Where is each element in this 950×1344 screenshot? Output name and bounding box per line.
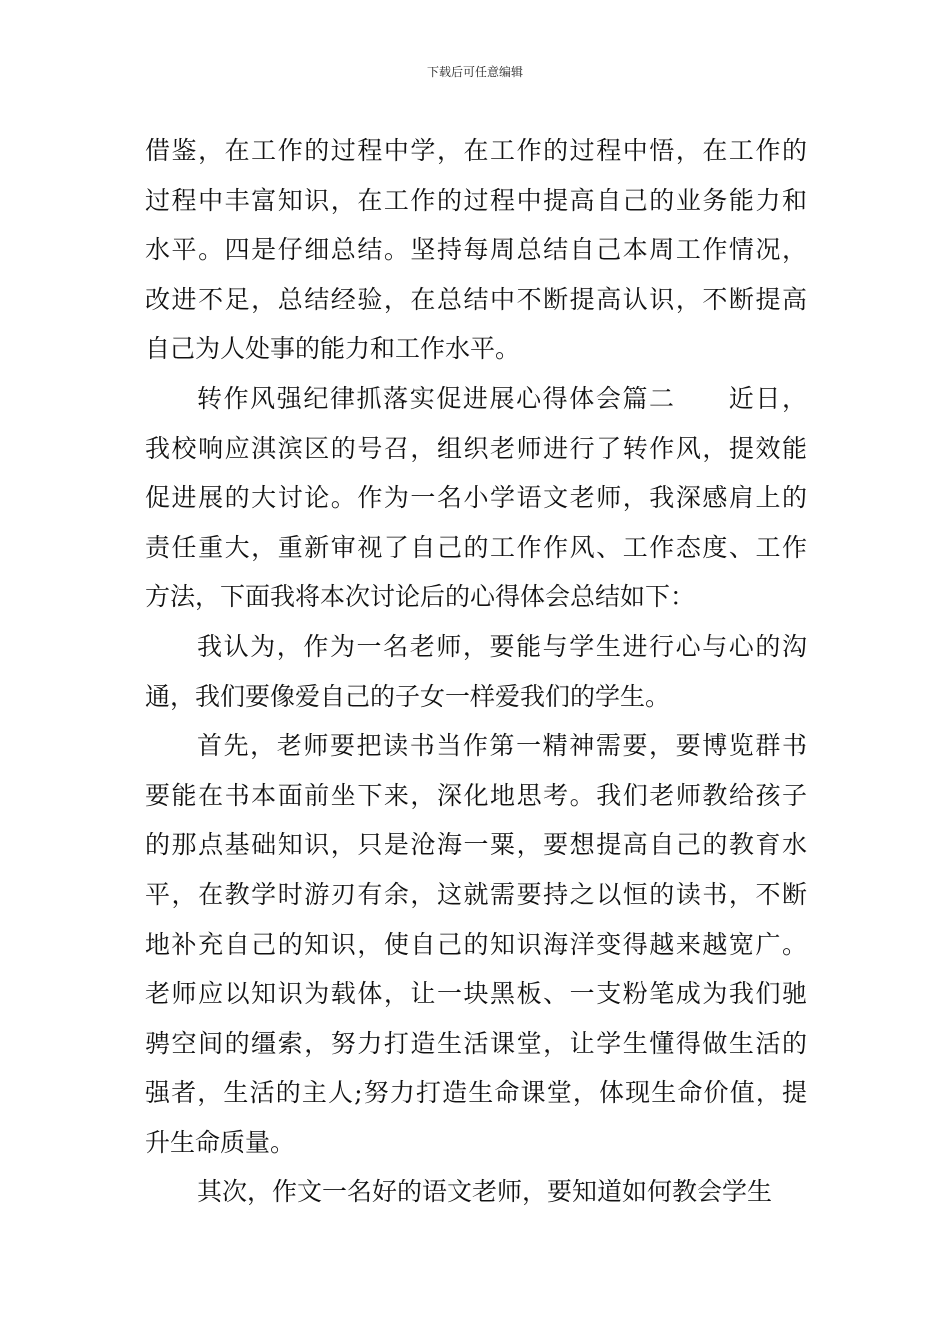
text-line: 转作风强纪律抓落实促进展心得体会篇二 近日， [197,383,807,413]
text-line: 方法，下面我将本次讨论后的心得体会总结如下： [145,582,696,612]
document-body [145,126,807,1217]
text-line: 促进展的大讨论。作为一名小学语文老师，我深感肩上的 [145,483,807,513]
text-line: 的那点基础知识，只是沧海一粟，要想提高自己的教育水 [145,830,807,860]
text-line: 我校响应淇滨区的号召，组织老师进行了转作风，提效能 [145,433,807,463]
paragraph [145,721,807,1167]
page-header: 下载后可任意编辑 [426,65,523,79]
text-line: 借鉴，在工作的过程中学，在工作的过程中悟，在工作的 [145,136,807,165]
paragraph [145,374,807,622]
text-line: 骋空间的缰索，努力打造生活课堂，让学生懂得做生活的 [145,1028,807,1058]
text-line: 升生命质量。 [145,1127,296,1157]
text-line: 平，在教学时游刃有余，这就需要持之以恒的读书，不断 [145,879,807,909]
paragraph [145,622,807,721]
text-line: 其次，作文一名好的语文老师，要知道如何教会学生 [197,1177,773,1207]
text-line: 自己为人处事的能力和工作水平。 [145,334,521,364]
paragraph [145,126,807,374]
text-line: 改进不足，总结经验，在总结中不断提高认识，不断提高 [145,284,807,314]
text-line: 责任重大，重新审视了自己的工作作风、工作态度、工作 [145,532,807,562]
text-line: 要能在书本面前坐下来，深化地思考。我们老师教给孩子 [145,780,807,810]
text-line: 首先，老师要把读书当作第一精神需要，要博览群书 [197,731,807,761]
text-line: 强者，生活的主人;努力打造生命课堂，体现生命价值，提 [145,1078,807,1108]
text-line: 地补充自己的知识，使自己的知识海洋变得越来越宽广。 [145,929,807,959]
text-line: 过程中丰富知识，在工作的过程中提高自己的业务能力和 [145,185,807,215]
text-line: 通，我们要像爱自己的子女一样爱我们的学生。 [145,681,671,711]
text-line: 水平。四是仔细总结。坚持每周总结自己本周工作情况， [145,235,807,265]
text-line: 老师应以知识为载体，让一块黑板、一支粉笔成为我们驰 [145,979,807,1009]
paragraph [145,1167,807,1217]
text-line: 我认为，作为一名老师，要能与学生进行心与心的沟 [197,631,807,661]
